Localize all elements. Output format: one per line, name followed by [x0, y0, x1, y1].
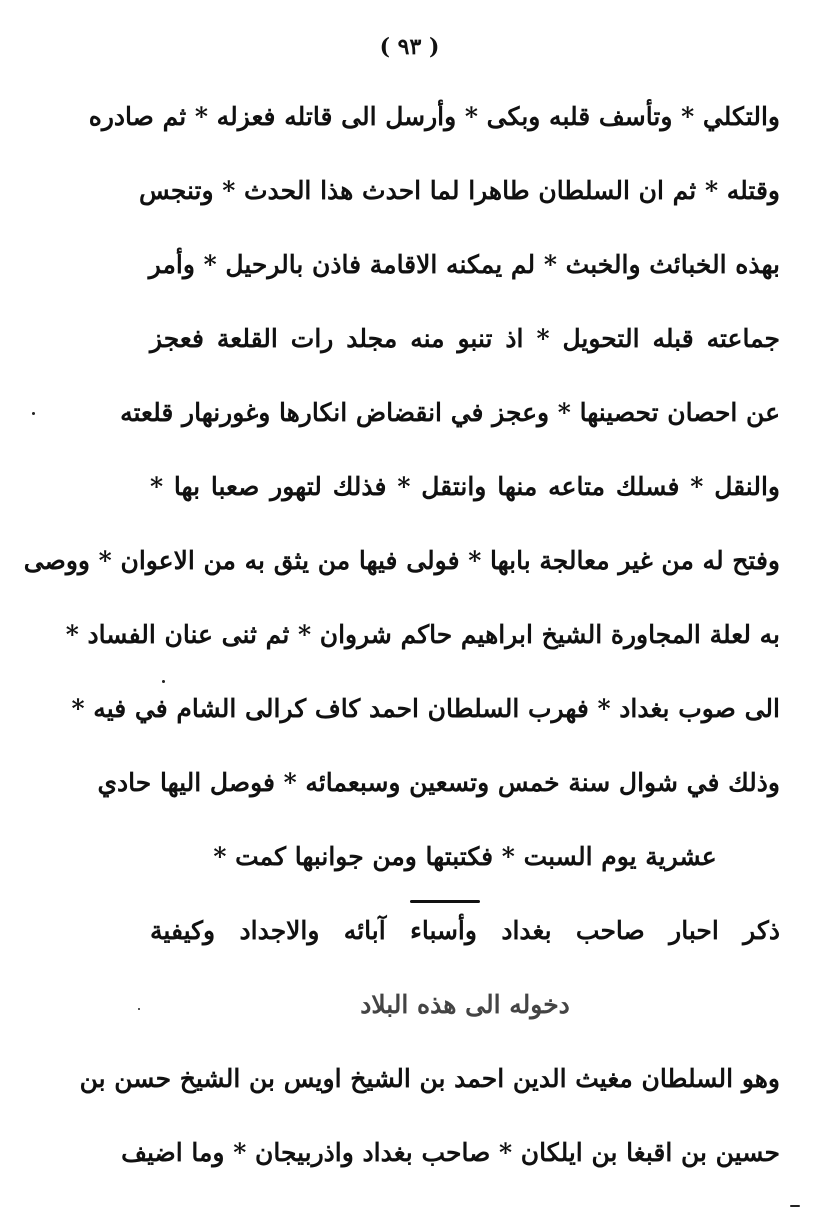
text-line: حسين بن اقبغا بن ايلكان * صاحب بغداد واذربيجان * وما اضيف [121, 1138, 780, 1167]
text-line: وهو السلطان مغيث الدين احمد بن الشيخ اويس بن الشيخ حسن بن [79, 1064, 780, 1093]
text-line: وذلك في شوال سنة خمس وتسعين وسبعمائه * فوصل اليها حادي [97, 768, 780, 797]
text-line: والتكلي * وتأسف قلبه وبكى * وأرسل الى قاتله فعزله * ثم صادره [88, 102, 780, 131]
section-divider-rule [410, 900, 480, 903]
text-line: عن احصان تحصينها * وعجز في انقضاض انكارها وغورنهار قلعته [120, 398, 780, 427]
text-line-paragraph-end: عشرية يوم السبت * فكتبتها ومن جوانبها كمت * [213, 842, 717, 871]
text-line: وفتح له من غير معالجة بابها * فولى فيها من يثق به من الاعوان * ووصى [23, 546, 780, 575]
text-line: بهذه الخبائث والخبث * لم يمكنه الاقامة فاذن بالرحيل * وأمر [148, 250, 780, 279]
text-line: جماعته قبله التحويل * اذ تنبو منه مجلد رات القلعة فعجز [150, 324, 780, 353]
text-line: وقتله * ثم ان السلطان طاهرا لما احدث هذا الحدث * وتنجس [138, 176, 780, 205]
ink-speck [790, 1205, 800, 1207]
ink-speck [162, 680, 165, 683]
ink-speck [138, 1008, 140, 1010]
section-heading-line-1: ذكر احبار صاحب بغداد وأسباء آبائه والاجداد وكيفية [150, 916, 780, 945]
text-line: والنقل * فسلك متاعه منها وانتقل * فذلك لتهور صعبا بها * [150, 472, 780, 501]
ink-speck [32, 412, 35, 415]
page-number: ( ٩٣ ) [379, 34, 440, 60]
section-heading-line-2: دخوله الى هذه البلاد [360, 990, 570, 1019]
text-line: به لعلة المجاورة الشيخ ابراهيم حاكم شروان * ثم ثنى عنان الفساد * [65, 620, 780, 649]
text-line: الى صوب بغداد * فهرب السلطان احمد كاف كرالى الشام في فيه * [71, 694, 780, 723]
text-body [23, 80, 780, 1190]
